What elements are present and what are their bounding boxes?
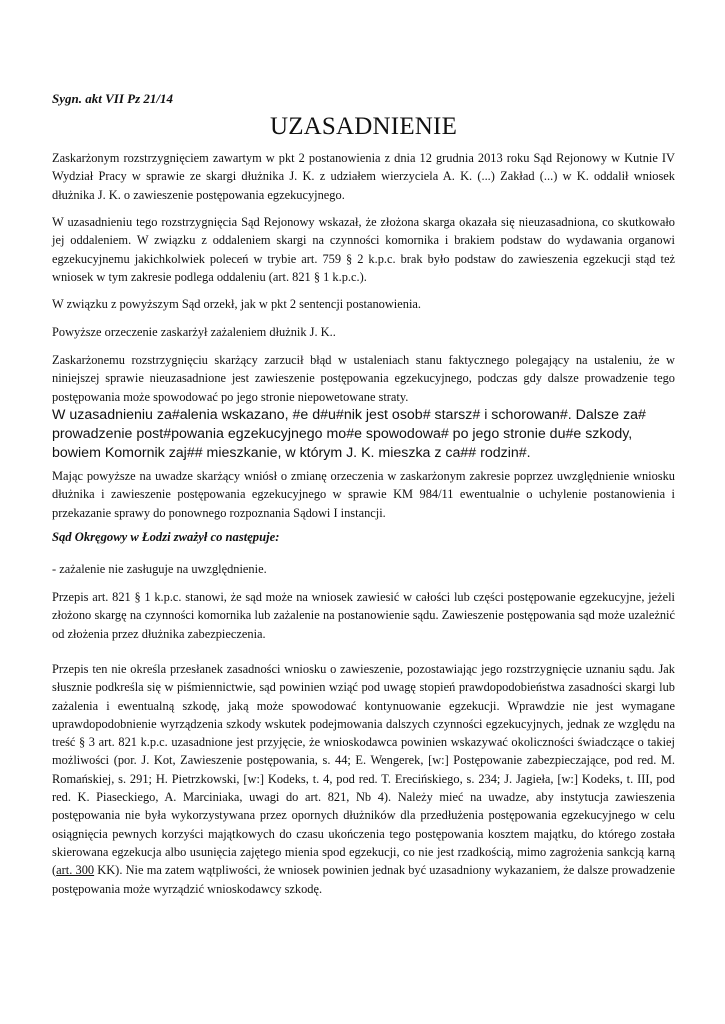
case-reference: Sygn. akt VII Pz 21/14: [52, 91, 173, 106]
paragraph-appeal-justification: W uzasadnieniu za#alenia wskazano, #e d#u#nik jest osob# starsz# i schorowan#. Dalsze za# prowadzenie post#powania egzekucyjnego mo#e spowodowa# po jego stronie du#e szkody, bowiem Komornik zaj## mieszkanie, w którym J. K. mieszka z ca## rodzin#.: [52, 407, 646, 461]
paragraph-appeal-request: Mając powyższe na uwadze skarżący wniósł o zmianę orzeczenia w zaskarżonym zakresie poprzez uwzględnienie wniosku dłużnika i zawieszenie postępowania egzekucyjnego w sprawie KM 984/11 ewentualnie o uchylenie postanowienia i przekazanie sprawy do ponownego rozpoznania Sądowi I instancji.: [52, 469, 675, 520]
section-heading: Sąd Okręgowy w Łodzi zważył co następuje:: [52, 530, 280, 544]
paragraph-lower-court-reasoning: W uzasadnieniu tego rozstrzygnięcia Sąd Rejonowy wskazał, że złożona skarga okazała się nieuzasadniona, co skutkowało jej oddaleniem. W związku z oddaleniem skargi na czynności komornika i brakiem podstaw do wydawania organowi egzekucyjnemu jakichkolwiek poleceń w trybie art. 759 § 2 k.p.c. brak było podstaw do zawieszenia egzekucji stąd też wniosek w tym zakresie podlega oddaleniu (art. 821 § 1 k.p.c.).: [52, 215, 675, 284]
article-300-link[interactable]: art. 300: [56, 863, 95, 878]
paragraph-legal-basis: Przepis art. 821 § 1 k.p.c. stanowi, że sąd może na wniosek zawiesić w całości lub części postępowanie egzekucyjne, jeżeli złożono skargę na czynności komornika lub zażalenie na postanowienie sądu. Zawieszenie postępowania sąd może uzależnić od złożenia przez dłużnika zabezpieczenia.: [52, 590, 675, 641]
paragraph-appeal-grounds: Zaskarżonemu rozstrzygnięciu skarżący zarzucił błąd w ustaleniach stanu faktycznego polegający na ustaleniu, że w niniejszej sprawie nieuzasadnione jest zawieszenie postępowania egzekucyjnego, podczas gdy dalsze prowadzenie tego postępowania może spowodować po jego stronie niepowetowane straty.: [52, 353, 675, 404]
analysis-text-end: KK). Nie ma zatem wątpliwości, że wniosek powinien jednak być uzasadniony wykazaniem, że dalsze prowadzenie postępowania może wyrządzić wnioskodawcy szkodę.: [52, 863, 675, 896]
paragraph-legal-analysis: [52, 660, 675, 898]
paragraph-ruling: W związku z powyższym Sąd orzekł, jak w pkt 2 sentencji postanowienia.: [52, 297, 421, 311]
analysis-text-start: Przepis ten nie określa przesłanek zasadności wniosku o zawieszenie, pozostawiając jego rozstrzygnięcie uznaniu sądu. Jak słusznie podkreśla się w piśmiennictwie, sąd powinien wziąć pod uwagę stopień prawdopodobieństwa zasadności skargi lub zażalenia i ewentualną szkodę, jaką może spowodować kontynuowanie egzekucji. Wprawdzie nie jest wymagane uprawdopodobnienie wyrządzenia szkody wskutek podejmowania dalszych czynności egzekucyjnych, jednak ze względu na treść § 3 art. 821 k.p.c. uzasadnione jest przyjęcie, że wnioskodawca powinien wskazywać okoliczności świadczące o takiej możliwości (por. J. Kot, Zawieszenie postępowania, s. 44; E. Wengerek, [w:] Postępowanie zabezpieczające, pod red. M. Romańskiej, s. 291; H. Pietrzkowski, [w:] Kodeks, t. 4, pod red. T. Erecińskiego, s. 234; J. Jagieła, [w:] Kodeks, t. III, pod red. K. Piaseckiego, A. Marciniaka, uwagi do art. 821, Nb 4). Należy mieć na uwadze, aby instytucja zawieszenia postępowania nie była wykorzystywana przez opornych dłużników dla przedłużenia postępowania egzekucyjnego w celu osiągnięcia pewnych korzyści majątkowych do czasu ukończenia tego postępowania kosztem majątku, do którego została skierowana egzekucja albo usunięcia zajętego mienia spod egzekucji, co nie jest rzadkością, mimo zagrożenia sankcją karną (: [52, 662, 675, 878]
document-title: UZASADNIENIE: [269, 113, 458, 140]
paragraph-appeal: Powyższe orzeczenie zaskarżył zażaleniem dłużnik J. K..: [52, 325, 336, 339]
paragraph-conclusion: - zażalenie nie zasługuje na uwzględnienie.: [52, 562, 267, 576]
paragraph-decision-summary: Zaskarżonym rozstrzygnięciem zawartym w pkt 2 postanowienia z dnia 12 grudnia 2013 roku Sąd Rejonowy w Kutnie IV Wydział Pracy w sprawie ze skargi dłużnika J. K. z udziałem wierzyciela A. K. (...) Zakład (...) w K. oddalił wniosek dłużnika J. K. o zawieszenie postępowania egzekucyjnego.: [52, 151, 675, 202]
